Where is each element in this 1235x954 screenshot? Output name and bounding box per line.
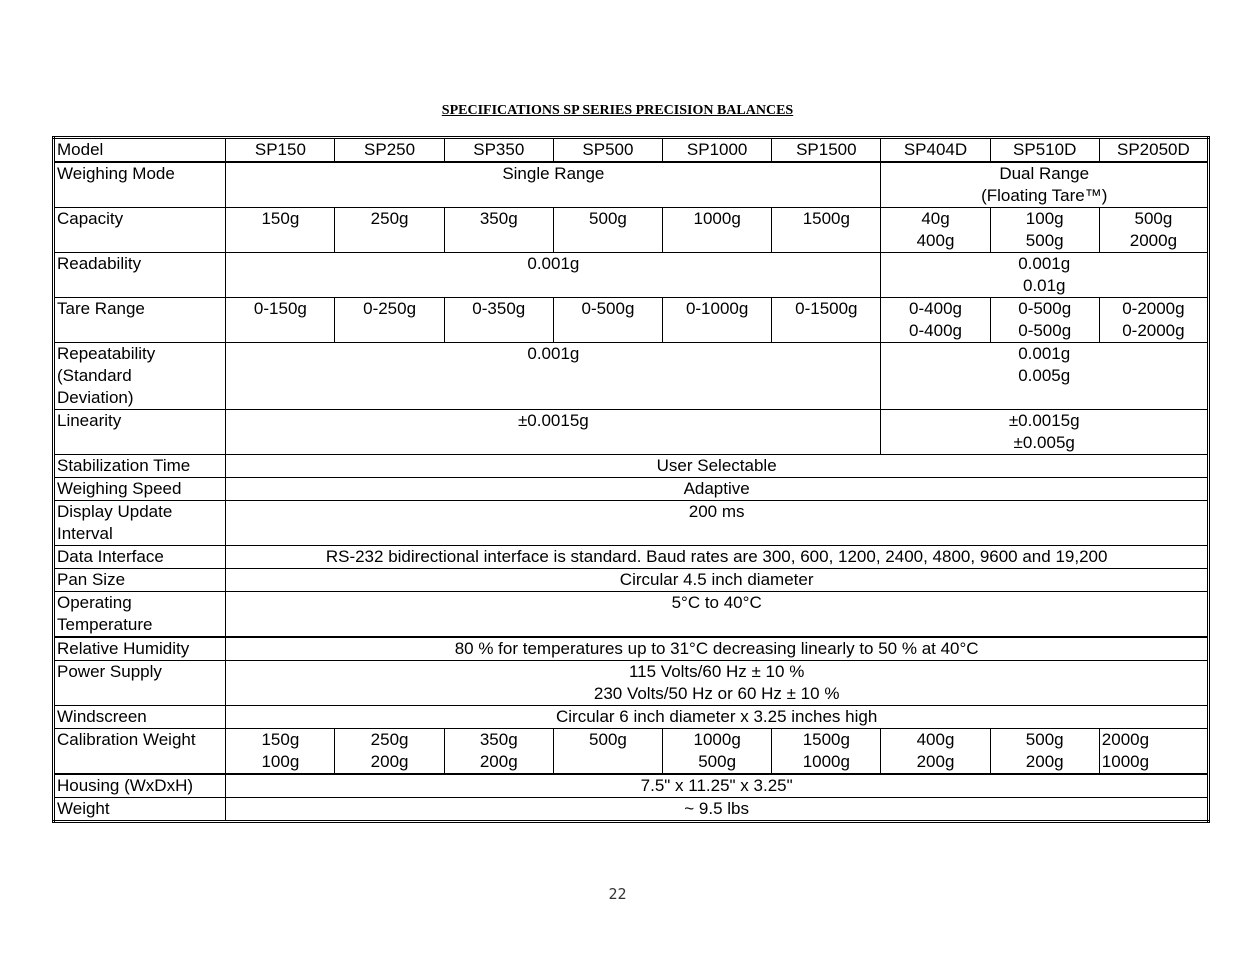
row-label: Display Update Interval (54, 501, 226, 546)
row-label: Capacity (54, 208, 226, 253)
row-label: Pan Size (54, 569, 226, 592)
row-label: Operating Temperature (54, 592, 226, 638)
capacity-cell: 350g (444, 208, 553, 253)
row-value: 5°C to 40°C (226, 592, 1209, 638)
model-cell: SP350 (444, 138, 553, 163)
single-range-value: Single Range (226, 162, 881, 208)
model-cell: SP150 (226, 138, 335, 163)
model-cell: SP500 (553, 138, 662, 163)
row-label: Weighing Mode (54, 162, 226, 208)
calibration-cell: 350g 200g (444, 729, 553, 775)
row-label: Housing (WxDxH) (54, 774, 226, 798)
row-readability (54, 253, 1209, 298)
row-value: Adaptive (226, 478, 1209, 501)
row-housing (54, 774, 1209, 798)
row-weighing-mode (54, 162, 1209, 208)
row-tare-range (54, 298, 1209, 343)
dual-range-value: 0.001g 0.005g (881, 343, 1209, 410)
row-value: 200 ms (226, 501, 1209, 546)
row-capacity (54, 208, 1209, 253)
tare-cell: 0-400g 0-400g (881, 298, 990, 343)
specifications-table (52, 136, 1210, 823)
tare-cell: 0-250g (335, 298, 444, 343)
calibration-cell: 150g 100g (226, 729, 335, 775)
row-stabilization-time (54, 455, 1209, 478)
tare-cell: 0-350g (444, 298, 553, 343)
row-label: Weight (54, 798, 226, 822)
capacity-cell: 150g (226, 208, 335, 253)
row-label: Power Supply (54, 661, 226, 706)
row-label: Linearity (54, 410, 226, 455)
row-value: Circular 4.5 inch diameter (226, 569, 1209, 592)
row-pan-size (54, 569, 1209, 592)
dual-range-value: Dual Range (Floating Tare™) (881, 162, 1209, 208)
single-range-value: ±0.0015g (226, 410, 881, 455)
capacity-cell: 1000g (663, 208, 772, 253)
calibration-cell: 250g 200g (335, 729, 444, 775)
row-value: Circular 6 inch diameter x 3.25 inches high (226, 706, 1209, 729)
row-value: RS-232 bidirectional interface is standard. Baud rates are 300, 600, 1200, 2400, 4800, 9600 and 19,200 (226, 546, 1209, 569)
row-power-supply (54, 661, 1209, 706)
row-windscreen (54, 706, 1209, 729)
row-label: Model (54, 138, 226, 163)
row-label: Stabilization Time (54, 455, 226, 478)
row-weighing-speed (54, 478, 1209, 501)
model-cell: SP1500 (772, 138, 881, 163)
row-display-update (54, 501, 1209, 546)
document-title: SPECIFICATIONS SP SERIES PRECISION BALANCES (441, 103, 794, 118)
tare-cell: 0-500g 0-500g (990, 298, 1099, 343)
row-repeatability (54, 343, 1209, 410)
tare-cell: 0-150g (226, 298, 335, 343)
calibration-cell: 500g 200g (990, 729, 1099, 775)
row-label: Calibration Weight (54, 729, 226, 775)
model-cell: SP510D (990, 138, 1099, 163)
calibration-cell: 1000g 500g (663, 729, 772, 775)
capacity-cell: 500g (553, 208, 662, 253)
dual-range-value: ±0.0015g ±0.005g (881, 410, 1209, 455)
calibration-cell: 1500g 1000g (772, 729, 881, 775)
page-number: 22 (608, 885, 627, 903)
row-data-interface (54, 546, 1209, 569)
capacity-cell: 250g (335, 208, 444, 253)
model-cell: SP250 (335, 138, 444, 163)
row-value: 80 % for temperatures up to 31°C decreasing linearly to 50 % at 40°C (226, 637, 1209, 661)
tare-cell: 0-1500g (772, 298, 881, 343)
calibration-cell: 400g 200g (881, 729, 990, 775)
row-label: Tare Range (54, 298, 226, 343)
capacity-cell: 40g 400g (881, 208, 990, 253)
tare-cell: 0-1000g (663, 298, 772, 343)
tare-cell: 0-500g (553, 298, 662, 343)
capacity-cell: 1500g (772, 208, 881, 253)
row-label: Repeatability (Standard Deviation) (54, 343, 226, 410)
calibration-cell: 2000g 1000g (1099, 729, 1208, 775)
capacity-cell: 500g 2000g (1099, 208, 1208, 253)
row-linearity (54, 410, 1209, 455)
calibration-cell: 500g (553, 729, 662, 775)
row-operating-temperature (54, 592, 1209, 638)
row-value: ~ 9.5 lbs (226, 798, 1209, 822)
row-label: Data Interface (54, 546, 226, 569)
capacity-cell: 100g 500g (990, 208, 1099, 253)
row-relative-humidity (54, 637, 1209, 661)
model-cell: SP2050D (1099, 138, 1208, 163)
tare-cell: 0-2000g 0-2000g (1099, 298, 1208, 343)
single-range-value: 0.001g (226, 343, 881, 410)
row-label: Readability (54, 253, 226, 298)
row-value: 7.5" x 11.25" x 3.25" (226, 774, 1209, 798)
row-model (54, 138, 1209, 163)
row-label: Windscreen (54, 706, 226, 729)
row-value: 115 Volts/60 Hz ± 10 % 230 Volts/50 Hz or 60 Hz ± 10 % (226, 661, 1209, 706)
single-range-value: 0.001g (226, 253, 881, 298)
model-cell: SP404D (881, 138, 990, 163)
row-value: User Selectable (226, 455, 1209, 478)
row-weight (54, 798, 1209, 822)
model-cell: SP1000 (663, 138, 772, 163)
row-label: Weighing Speed (54, 478, 226, 501)
row-label: Relative Humidity (54, 637, 226, 661)
row-calibration-weight (54, 729, 1209, 775)
dual-range-value: 0.001g 0.01g (881, 253, 1209, 298)
